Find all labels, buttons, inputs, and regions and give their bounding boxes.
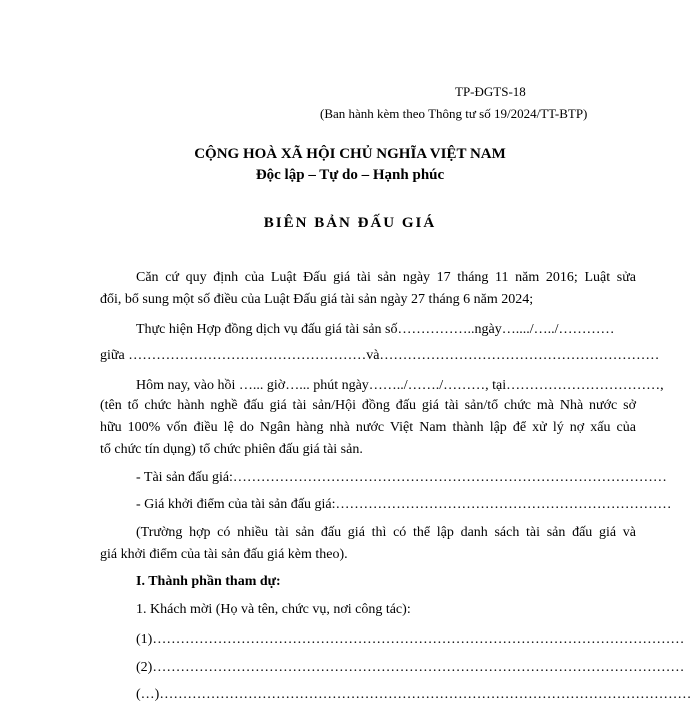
guest-line-more: (…)……………………………………………………………………………………………………	[136, 687, 692, 702]
guests-label: 1. Khách mời (Họ và tên, chức vụ, nơi công tác):	[136, 602, 411, 617]
nation-heading: CỘNG HOÀ XÃ HỘI CHỦ NGHĨA VIỆT NAM	[194, 146, 506, 162]
organizer-line-1: (tên tổ chức hành nghề đấu giá tài sản/Hội đồng đấu giá tài sản/tổ chức mà Nhà nước sở	[100, 398, 636, 413]
guest-line-2: (2)……………………………………………………………………………………………………	[136, 660, 685, 675]
organizer-line-2: hữu 100% vốn điều lệ do Ngân hàng nhà nước Việt Nam thành lập để xử lý nợ xấu của	[100, 420, 636, 435]
form-code: TP-ĐGTS-18	[455, 84, 526, 99]
contract-line: Thực hiện Hợp đồng dịch vụ đấu giá tài sản số……………..ngày…..../…../…………	[136, 322, 615, 337]
document-title: BIÊN BẢN ĐẤU GIÁ	[263, 215, 437, 231]
section-heading-participants: I. Thành phần tham dự:	[136, 574, 281, 589]
time-place-line: Hôm nay, vào hồi …... giờ…... phút ngày……../……./………, tại……………………………,	[136, 378, 664, 393]
starting-price-line: - Giá khởi điểm của tài sản đấu giá:………………………………………………………………	[136, 497, 672, 512]
multi-asset-note-2: giá khởi điểm của tài sản đấu giá kèm theo).	[100, 547, 348, 562]
motto: Độc lập – Tự do – Hạnh phúc	[255, 167, 445, 183]
multi-asset-note-1: (Trường hợp có nhiều tài sản đấu giá thì có thể lập danh sách tài sản đấu giá và	[136, 525, 636, 540]
basis-line-2: đổi, bổ sung một số điều của Luật Đấu giá tài sản ngày 27 tháng 6 năm 2024;	[100, 292, 534, 307]
asset-line: - Tài sản đấu giá:…………………………………………………………………………………	[136, 470, 667, 485]
organizer-line-3: tổ chức tín dụng) tổ chức phiên đấu giá tài sản.	[100, 442, 363, 457]
issued-note: (Ban hành kèm theo Thông tư số 19/2024/TT-BTP)	[320, 106, 588, 121]
guest-line-1: (1)……………………………………………………………………………………………………	[136, 632, 685, 647]
basis-line-1: Căn cứ quy định của Luật Đấu giá tài sản ngày 17 tháng 11 năm 2016; Luật sửa	[136, 270, 636, 285]
parties-line: giữa ……………………………………………và……………………………………………………	[100, 348, 660, 363]
